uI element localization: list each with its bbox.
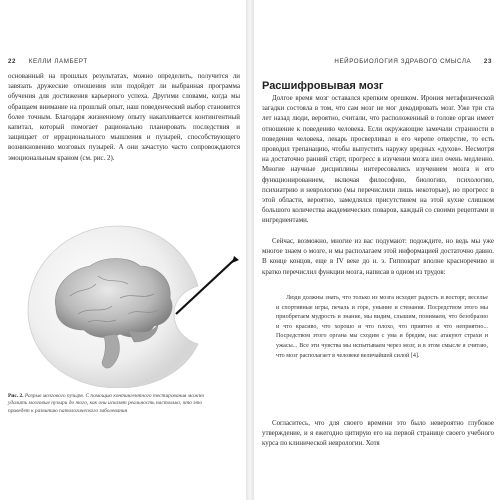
left-body-paragraph: основанный на прошлых результатах, можно определить, получится ли завязать дружеские отношения или подойдет ли выбранная программа обучения для достижения карьерного успеха. Другими словами, когда мы обращаем внимание на прошлый опыт, наш поведенческий выбор становится более точным. Благодаря жизненному опыту накапливается контингентный капитал, который помогает рационально планировать последствия и защищает от иррационального мышления и пузырей, способствующего возникновению мозговых пузырей. А они зачастую часто сопровождаются эмоциональным краном (см. рис. 2). <box>8 73 240 162</box>
needle-tip <box>232 256 239 263</box>
quote-paragraph: Люди должны знать, что только из мозга исходит радость и восторг, веселье и спортивные игры, печаль и горе, уныние и стенания. Посредством этого мы приобретаем мудрость и знание, мы видим, слышим, понимаем, что безобразно и что красиво, что хорошо и что плохо, что приятно и что неприятно... Посредством этого органа мы сходим с ума и бредим, нас атакуют страхи и ужасы... Все эти чувства мы испытываем через мозг, и в этом смысле я считаю, что мозг располагает в человеке величайшей силой [4]. <box>276 295 488 359</box>
book-gutter <box>246 0 254 500</box>
left-page-number: 22 <box>8 58 17 65</box>
section-title: Расшифровывая мозг <box>262 80 384 92</box>
right-paragraph-2: Сейчас, возможно, многие из вас подумают: подождите, но ведь мы уже многое знаем о мозге, и мы располагаем этой информацией достаточно давно. В конце концов, еще в IV веке до н. э. Гиппократ вполне красноречиво и кратко перечислил функции мозга, написав в одном из трудов: <box>262 238 494 276</box>
caption-label: Рис. 2. <box>8 393 24 399</box>
figure-caption <box>8 393 224 415</box>
caption-text: Разрыв мозгового пузыря. С помощью контингентного тестирования можно удалить мозговые пузыри до того, как они исказят реальность настолько, что это приведет к развитию патологического заболевания <box>8 393 205 414</box>
right-paragraph-3: Согласитесь, что для своего времени это было невероятно глубокое утверждение, и я ежегодно цитирую его на первой странице своего учебного курса по клинической неврологии. Хотя <box>262 420 494 448</box>
right-running-head-text: НЕЙРОБИОЛОГИЯ ЗДРАВОГО СМЫСЛА <box>334 58 472 65</box>
right-paragraph-1: Долгое время мозг оставался крепким орешком. Ирония метафизической загадки состояла в том, что сам мозг не мог декодировать мозг. Уже три ста лет назад люди, вероятно, считали, что расположенный в голове орган имеет отношение к поведению человека. Если окружающие замечали странности в поведении человека, лекарь просверливал в его черепе отверстие, то есть проводил трепанацию, чтобы выпустить наружу вредных «духов». Несмотря на достаточно ранний старт, прогресс в изучении мозга шел очень медленно. Многие научные дисциплины интересовались изучением мозга и его функционированием, включая философию, биологию, психологию, психиатрию и неврологию (мы перечислили лишь некоторые), но прогресс в этой области, вероятно, замедлялся присутствием на этой кухне слишком большого количества академических поваров, каждый со своими рецептами и ингредиентами. <box>262 95 494 225</box>
brain-bubble-figure <box>8 222 240 388</box>
right-running-head <box>334 58 492 65</box>
right-page-number: 23 <box>483 58 492 65</box>
right-page <box>254 0 500 500</box>
left-body-text <box>8 72 240 164</box>
left-running-head <box>8 58 88 65</box>
right-body-text-3 <box>262 419 494 450</box>
right-body-text-1 <box>262 94 494 227</box>
left-running-head-text: КЕЛЛИ ЛАМБЕРТ <box>28 58 88 65</box>
left-page <box>0 0 246 500</box>
hippocrates-quote <box>276 294 488 361</box>
right-body-text-2 <box>262 237 494 278</box>
